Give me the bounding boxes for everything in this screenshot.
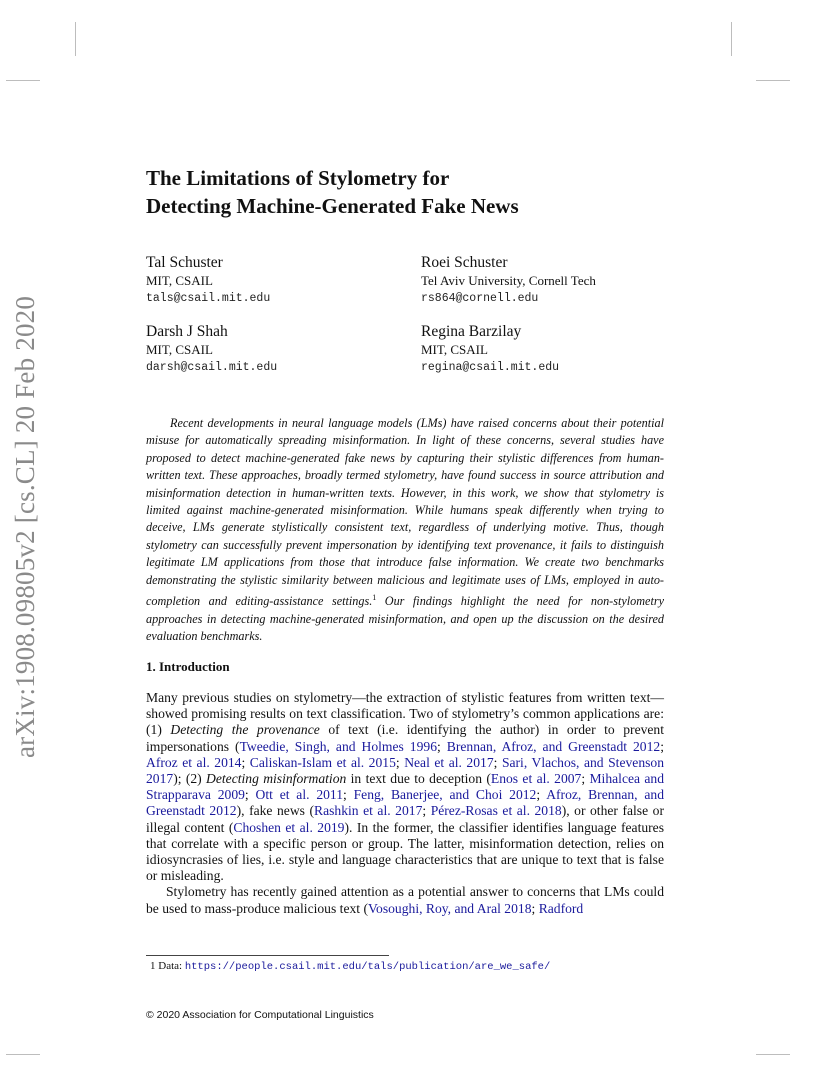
author-block: [146, 322, 426, 377]
body-text: ), or other false or illegal content (: [146, 803, 664, 835]
citation-link[interactable]: Brennan, Afroz, and Greenstadt 2012: [446, 738, 661, 754]
crop-mark: [6, 80, 40, 81]
emphasis: Detecting misinformation: [206, 771, 347, 787]
paragraph: Stylometry has recently gained attention as a potential answer to concerns that LMs could be used to mass-produce malicious text (Vosoughi, Roy, and Aral 2018; Radford: [146, 884, 664, 916]
footnote-marker[interactable]: 1: [372, 593, 377, 603]
citation-link[interactable]: Enos et al. 2007: [490, 771, 582, 787]
author-email: regina@csail.mit.edu: [421, 361, 560, 374]
crop-mark: [75, 22, 76, 56]
author-name: Regina Barzilay: [421, 323, 522, 340]
citation-link[interactable]: Caliskan-Islam et al. 2015: [249, 754, 396, 770]
author-affiliation: MIT, CSAIL: [421, 342, 488, 357]
citation-link[interactable]: Radford: [538, 900, 584, 916]
abstract: [146, 415, 664, 645]
citation-link[interactable]: Rashkin et al. 2017: [314, 803, 423, 819]
copyright-notice: © 2020 Association for Computational Linguistics: [146, 1009, 374, 1021]
body-text: ); (2): [173, 771, 207, 787]
body-text: in text due to deception (: [346, 771, 491, 787]
author-block: [421, 322, 701, 377]
crop-mark: [731, 22, 732, 56]
author-email: darsh@csail.mit.edu: [146, 361, 278, 374]
introduction-body: [146, 690, 664, 917]
body-text: of text (i.e. identifying the author) in order to prevent impersonations (: [146, 722, 665, 754]
footnote-rule: [146, 955, 389, 956]
footnote-number: 1: [150, 960, 156, 972]
citation-link[interactable]: Afroz, Brennan, and Greenstadt 2012: [146, 787, 664, 819]
author-block: [146, 253, 426, 308]
author-affiliation: Tel Aviv University, Cornell Tech: [421, 273, 596, 288]
author-name: Tal Schuster: [146, 254, 223, 271]
author-affiliation: MIT, CSAIL: [146, 273, 213, 288]
body-text: Many previous studies on stylometry—the extraction of stylistic features from written text—showed promising results on text classification. Two of stylometry’s common applications are: (1): [146, 690, 664, 738]
crop-mark: [756, 1054, 790, 1055]
citation-link[interactable]: Mihalcea and Strapparava 2009: [146, 771, 665, 803]
body-text: Stylometry has recently gained attention as a potential answer to concerns that LMs could be used to mass-produce malicious text (: [146, 884, 664, 916]
emphasis: Detecting the provenance: [170, 722, 320, 738]
citation-link[interactable]: Pérez-Rosas et al. 2018: [430, 803, 562, 819]
title-line: The Limitations of Stylometry for: [146, 166, 450, 190]
author-name: Roei Schuster: [421, 254, 508, 271]
author-email: rs864@cornell.edu: [421, 292, 539, 305]
arxiv-stamp: arXiv:1908.09805v2 [cs.CL] 20 Feb 2020: [10, 295, 40, 758]
citation-link[interactable]: Tweedie, Singh, and Holmes 1996: [239, 738, 437, 754]
author-email: tals@csail.mit.edu: [146, 292, 271, 305]
crop-mark: [756, 80, 790, 81]
footnote-label: Data:: [158, 960, 185, 972]
title-line: Detecting Machine-Generated Fake News: [146, 194, 519, 218]
body-text: ). In the former, the classifier identifies language features that correlate with a specific person or group. The latter, misinformation detection, relies on idiosyncrasies of lies, i.e. style and language characteristics that are unique to text that is false or misleading.: [146, 819, 664, 884]
citation-link[interactable]: Ott et al. 2011: [255, 787, 343, 803]
citation-link[interactable]: Vosoughi, Roy, and Aral 2018: [367, 900, 532, 916]
citation-link[interactable]: Feng, Banerjee, and Choi 2012: [353, 787, 537, 803]
abstract-text: Recent developments in neural language models (LMs) have raised concerns about their potential misuse for automatically spreading misinformation. In light of these concerns, several studies have proposed to detect machine-generated fake news by capturing their stylistic differences from human-written text. These approaches, broadly termed stylometry, have found success in source attribution and misinformation detection in human-written texts. However, in this work, we show that stylometry is limited against machine-generated misinformation. While humans speak differently when trying to deceive, LMs generate stylistically consistent text, regardless of underlying motive. Thus, though stylometry can successfully prevent impersonation by identifying text provenance, it fails to distinguish legitimate LM applications from those that introduce false information. We create two benchmarks demonstrating the stylistic similarity between malicious and legitimate uses of LMs, employed in auto-completion and editing-assistance settings.: [146, 416, 664, 609]
paper-title: [146, 164, 706, 220]
footnote: [150, 960, 550, 973]
footnote-url-link[interactable]: https://people.csail.mit.edu/tals/publication/are_we_safe/: [184, 961, 551, 973]
author-affiliation: MIT, CSAIL: [146, 342, 213, 357]
citation-link[interactable]: Afroz et al. 2014: [146, 754, 242, 770]
crop-mark: [6, 1054, 40, 1055]
author-block: [421, 253, 701, 308]
body-text: ), fake news (: [236, 803, 314, 819]
abstract-text: Our findings highlight the need for non-stylometry approaches in detecting machine-generated misinformation, and open up the discussion on the desired evaluation benchmarks.: [146, 594, 664, 643]
author-name: Darsh J Shah: [146, 323, 228, 340]
section-heading: 1. Introduction: [146, 659, 230, 674]
citation-link[interactable]: Neal et al. 2017: [404, 754, 494, 770]
paragraph: Many previous studies on stylometry—the extraction of stylistic features from written text—showed promising results on text classification. Two of stylometry’s common applications are: (1) Detecting the provenance of text (i.e. identifying the author) in order to prevent impersonations (Tweedie, Singh, and Holmes 1996; Brennan, Afroz, and Greenstadt 2012; Afroz et al. 2014; Caliskan-Islam et al. 2015; Neal et al. 2017; Sari, Vlachos, and Stevenson 2017); (2) Detecting misinformation in text due to deception (Enos et al. 2007; Mihalcea and Strapparava 2009; Ott et al. 2011; Feng, Banerjee, and Choi 2012; Afroz, Brennan, and Greenstadt 2012), fake news (Rashkin et al. 2017; Pérez-Rosas et al. 2018), or other false or illegal content (Choshen et al. 2019). In the former, the classifier identifies language features that correlate with a specific person or group. The latter, misinformation detection, relies on idiosyncrasies of lies, i.e. style and language characteristics that are unique to text that is false or misleading.: [146, 690, 665, 884]
citation-link[interactable]: Choshen et al. 2019: [233, 819, 345, 835]
citation-link[interactable]: Sari, Vlachos, and Stevenson 2017: [146, 754, 665, 787]
